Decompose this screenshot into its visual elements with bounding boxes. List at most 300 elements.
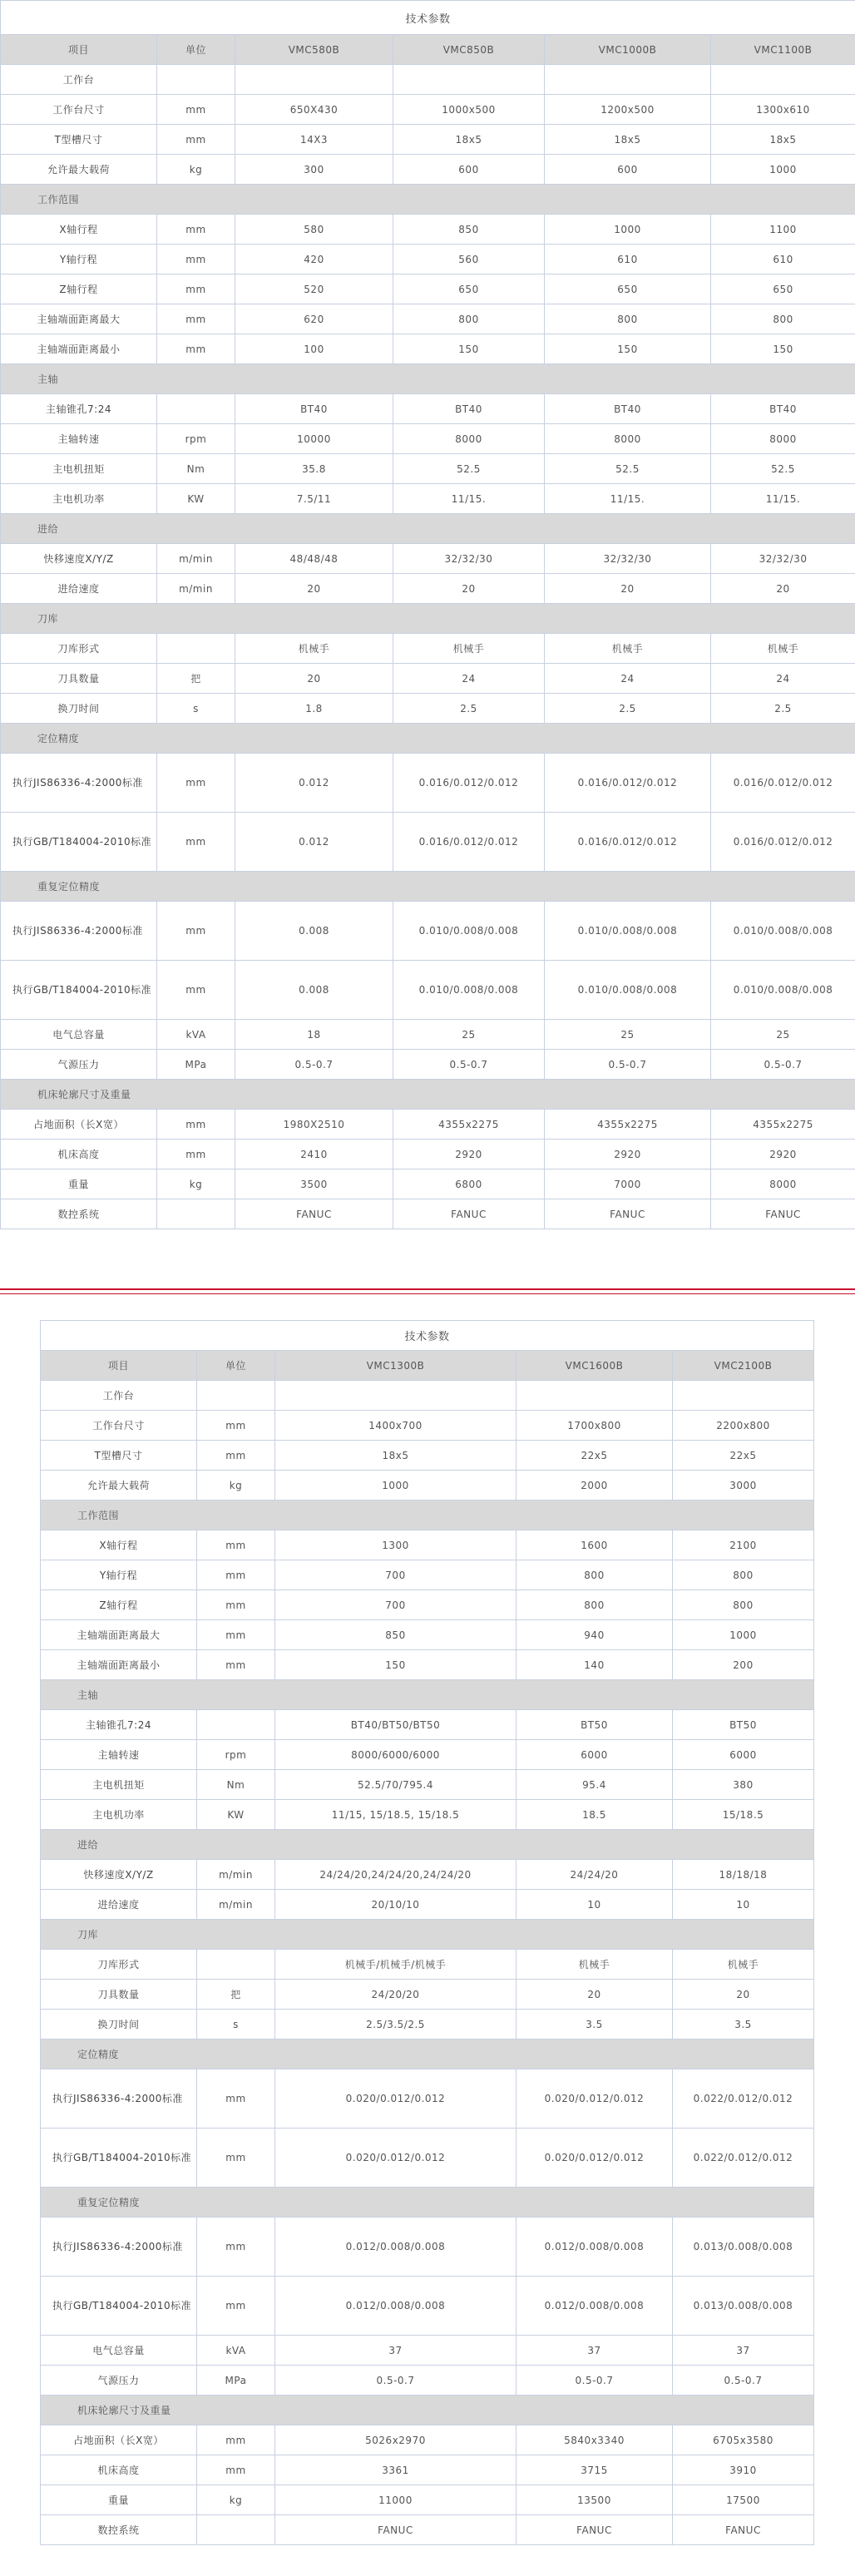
value-cell: 1300 <box>275 1530 516 1560</box>
value-cell: 800 <box>516 1590 673 1620</box>
value-cell: 800 <box>673 1590 814 1620</box>
value-cell <box>673 1381 814 1411</box>
value-cell: 2410 <box>235 1140 393 1169</box>
section-title: 机床轮廓尺寸及重量 <box>1 1080 855 1110</box>
unit-cell: rpm <box>157 424 235 454</box>
value-cell: 300 <box>235 155 393 185</box>
section-title: 重复定位精度 <box>1 872 855 902</box>
value-cell: 0.010/0.008/0.008 <box>393 961 545 1020</box>
value-cell: 610 <box>711 245 855 274</box>
table-row <box>41 2218 814 2277</box>
unit-cell: mm <box>197 1441 275 1471</box>
value-cell: 1200x500 <box>545 95 711 125</box>
table-row <box>41 1740 814 1770</box>
table-title-row <box>1 1 855 35</box>
unit-cell: 把 <box>197 1980 275 2010</box>
unit-cell: KW <box>157 484 235 514</box>
row-label: 执行JIS86336-4:2000标准 <box>1 754 157 813</box>
row-label: 快移速度X/Y/Z <box>41 1860 197 1890</box>
value-cell: 32/32/30 <box>711 544 855 574</box>
value-cell: 100 <box>235 334 393 364</box>
value-cell: 0.5-0.7 <box>711 1050 855 1080</box>
column-header: VMC2100B <box>673 1351 814 1381</box>
table-row <box>41 1441 814 1471</box>
row-label: 刀具数量 <box>1 664 157 694</box>
row-label: 主电机功率 <box>1 484 157 514</box>
row-label: 主轴端面距离最大 <box>1 304 157 334</box>
value-cell: 1000 <box>545 215 711 245</box>
row-label: 进给速度 <box>1 574 157 604</box>
unit-cell: mm <box>197 1650 275 1680</box>
value-cell: 机械手 <box>235 634 393 664</box>
section-row <box>1 364 855 394</box>
value-cell: 2100 <box>673 1530 814 1560</box>
unit-cell: Nm <box>157 454 235 484</box>
unit-cell: mm <box>157 1140 235 1169</box>
value-cell: 0.016/0.012/0.012 <box>545 754 711 813</box>
table-header-row <box>41 1351 814 1381</box>
value-cell: 520 <box>235 274 393 304</box>
unit-cell: s <box>197 2010 275 2040</box>
unit-cell: mm <box>157 125 235 155</box>
section-title: 进给 <box>41 1830 814 1860</box>
value-cell: 0.012/0.008/0.008 <box>516 2277 673 2336</box>
value-cell: 3500 <box>235 1169 393 1199</box>
value-cell: 10 <box>516 1890 673 1920</box>
unit-cell: m/min <box>157 544 235 574</box>
row-label: 刀库形式 <box>41 1950 197 1980</box>
table-row <box>41 1590 814 1620</box>
section-title: 重复定位精度 <box>41 2188 814 2218</box>
row-label: X轴行程 <box>1 215 157 245</box>
value-cell: 600 <box>393 155 545 185</box>
table-row <box>41 2425 814 2455</box>
row-label: 占地面积（长X宽） <box>41 2425 197 2455</box>
section-title: 刀库 <box>1 604 855 634</box>
value-cell: 3.5 <box>516 2010 673 2040</box>
value-cell: 52.5 <box>545 454 711 484</box>
section-row <box>1 724 855 754</box>
value-cell: FANUC <box>545 1199 711 1229</box>
value-cell: 6000 <box>673 1740 814 1770</box>
unit-cell: m/min <box>157 574 235 604</box>
value-cell: 32/32/30 <box>393 544 545 574</box>
row-label: 执行GB/T184004-2010标准 <box>1 813 157 872</box>
row-label: 换刀时间 <box>1 694 157 724</box>
table-row <box>41 1860 814 1890</box>
row-label: 主电机功率 <box>41 1800 197 1830</box>
row-label: 允许最大载荷 <box>1 155 157 185</box>
table-row <box>41 1890 814 1920</box>
section-title: 机床轮廓尺寸及重量 <box>41 2396 814 2425</box>
section-title: 定位精度 <box>41 2040 814 2069</box>
unit-cell <box>157 65 235 95</box>
row-label: 电气总容量 <box>41 2336 197 2366</box>
value-cell: FANUC <box>393 1199 545 1229</box>
unit-cell: KW <box>197 1800 275 1830</box>
value-cell: 0.022/0.012/0.012 <box>673 2129 814 2188</box>
table-row <box>1 634 855 664</box>
value-cell: 0.013/0.008/0.008 <box>673 2277 814 2336</box>
value-cell: 1100 <box>711 215 855 245</box>
table-title-row <box>41 1321 814 1351</box>
value-cell: 0.012/0.008/0.008 <box>516 2218 673 2277</box>
value-cell: 0.010/0.008/0.008 <box>393 902 545 961</box>
table-row <box>1 544 855 574</box>
section-title: 工作范围 <box>41 1501 814 1530</box>
section-title: 定位精度 <box>1 724 855 754</box>
value-cell: 20 <box>235 574 393 604</box>
value-cell <box>711 65 855 95</box>
section-row <box>41 2040 814 2069</box>
value-cell: 1400x700 <box>275 1411 516 1441</box>
value-cell: 22x5 <box>516 1441 673 1471</box>
value-cell: BT40 <box>235 394 393 424</box>
value-cell: 3715 <box>516 2455 673 2485</box>
table-row <box>1 424 855 454</box>
row-label: 工作台尺寸 <box>1 95 157 125</box>
unit-cell <box>197 1381 275 1411</box>
value-cell: 0.008 <box>235 902 393 961</box>
column-header: VMC850B <box>393 35 545 65</box>
table-row <box>1 1199 855 1229</box>
row-label: Y轴行程 <box>41 1560 197 1590</box>
value-cell: 37 <box>516 2336 673 2366</box>
row-label: Y轴行程 <box>1 245 157 274</box>
table-row <box>41 1800 814 1830</box>
value-cell: 机械手 <box>711 634 855 664</box>
table-row <box>1 754 855 813</box>
value-cell: 1000 <box>673 1620 814 1650</box>
value-cell: 8000/6000/6000 <box>275 1740 516 1770</box>
row-label: Z轴行程 <box>41 1590 197 1620</box>
row-label: 机床高度 <box>41 2455 197 2485</box>
unit-cell <box>197 1710 275 1740</box>
value-cell <box>545 65 711 95</box>
value-cell: 4355x2275 <box>545 1110 711 1140</box>
value-cell: 48/48/48 <box>235 544 393 574</box>
unit-cell: mm <box>197 2455 275 2485</box>
value-cell: 17500 <box>673 2485 814 2515</box>
unit-cell: s <box>157 694 235 724</box>
column-header: VMC1100B <box>711 35 855 65</box>
row-label: 执行JIS86336-4:2000标准 <box>41 2218 197 2277</box>
value-cell: BT40/BT50/BT50 <box>275 1710 516 1740</box>
value-cell: 11/15. <box>393 484 545 514</box>
value-cell: 0.012 <box>235 813 393 872</box>
table-row <box>1 574 855 604</box>
row-label: 数控系统 <box>41 2515 197 2545</box>
unit-cell: mm <box>157 304 235 334</box>
value-cell: 2920 <box>711 1140 855 1169</box>
table-row <box>41 2129 814 2188</box>
column-header: 项目 <box>1 35 157 65</box>
value-cell: 650 <box>711 274 855 304</box>
table-row <box>1 394 855 424</box>
row-label: Z轴行程 <box>1 274 157 304</box>
value-cell: 0.010/0.008/0.008 <box>711 961 855 1020</box>
value-cell: 0.010/0.008/0.008 <box>545 902 711 961</box>
unit-cell: mm <box>157 813 235 872</box>
table-row <box>1 245 855 274</box>
value-cell: 2920 <box>393 1140 545 1169</box>
value-cell: 620 <box>235 304 393 334</box>
row-label: 主轴锥孔7:24 <box>1 394 157 424</box>
unit-cell: mm <box>197 2425 275 2455</box>
unit-cell: mm <box>157 245 235 274</box>
section-row <box>1 185 855 215</box>
value-cell: 7000 <box>545 1169 711 1199</box>
value-cell: 32/32/30 <box>545 544 711 574</box>
value-cell: 3.5 <box>673 2010 814 2040</box>
unit-cell: 把 <box>157 664 235 694</box>
value-cell: 2920 <box>545 1140 711 1169</box>
row-label: 刀具数量 <box>41 1980 197 2010</box>
table-row <box>41 2455 814 2485</box>
value-cell: 35.8 <box>235 454 393 484</box>
section-row <box>1 604 855 634</box>
value-cell: 0.020/0.012/0.012 <box>516 2129 673 2188</box>
table-header-row <box>1 35 855 65</box>
value-cell: 20 <box>545 574 711 604</box>
section-title: 工作范围 <box>1 185 855 215</box>
table-row <box>1 961 855 1020</box>
row-label: 重量 <box>1 1169 157 1199</box>
value-cell: 0.010/0.008/0.008 <box>545 961 711 1020</box>
unit-cell: mm <box>157 754 235 813</box>
value-cell: 2.5 <box>393 694 545 724</box>
table-row <box>41 2069 814 2129</box>
value-cell: 0.016/0.012/0.012 <box>711 754 855 813</box>
table-row <box>41 1980 814 2010</box>
value-cell: 18 <box>235 1020 393 1050</box>
row-label: 主电机扭矩 <box>1 454 157 484</box>
row-label: 换刀时间 <box>41 2010 197 2040</box>
value-cell: 800 <box>711 304 855 334</box>
table-row <box>1 155 855 185</box>
value-cell: 0.5-0.7 <box>545 1050 711 1080</box>
unit-cell: mm <box>197 2277 275 2336</box>
value-cell: 52.5/70/795.4 <box>275 1770 516 1800</box>
value-cell: 0.016/0.012/0.012 <box>711 813 855 872</box>
unit-cell: mm <box>157 1110 235 1140</box>
row-label: 主轴锥孔7:24 <box>41 1710 197 1740</box>
value-cell: BT50 <box>516 1710 673 1740</box>
value-cell: 650X430 <box>235 95 393 125</box>
value-cell: 20 <box>235 664 393 694</box>
value-cell: 0.012/0.008/0.008 <box>275 2218 516 2277</box>
value-cell: 5026x2970 <box>275 2425 516 2455</box>
table-row <box>41 1530 814 1560</box>
row-label: 主轴转速 <box>41 1740 197 1770</box>
value-cell: 机械手 <box>393 634 545 664</box>
table-row <box>1 274 855 304</box>
table-row <box>1 1050 855 1080</box>
value-cell: 2.5/3.5/2.5 <box>275 2010 516 2040</box>
row-label: 主轴端面距离最大 <box>41 1620 197 1650</box>
value-cell: 10 <box>673 1890 814 1920</box>
value-cell: 0.010/0.008/0.008 <box>711 902 855 961</box>
value-cell: 650 <box>393 274 545 304</box>
column-header: 单位 <box>157 35 235 65</box>
unit-cell: kVA <box>197 2336 275 2366</box>
row-label: 工作台 <box>41 1381 197 1411</box>
unit-cell: kg <box>197 1471 275 1501</box>
column-header: VMC1600B <box>516 1351 673 1381</box>
value-cell: 580 <box>235 215 393 245</box>
row-label: X轴行程 <box>41 1530 197 1560</box>
row-label: 占地面积（长X宽） <box>1 1110 157 1140</box>
value-cell: 150 <box>275 1650 516 1680</box>
table-row <box>1 664 855 694</box>
unit-cell: mm <box>197 1530 275 1560</box>
value-cell: 24/24/20,24/24/20,24/24/20 <box>275 1860 516 1890</box>
value-cell: 8000 <box>711 424 855 454</box>
unit-cell: rpm <box>197 1740 275 1770</box>
value-cell: 2.5 <box>545 694 711 724</box>
value-cell: 1000 <box>275 1471 516 1501</box>
value-cell: 420 <box>235 245 393 274</box>
row-label: 执行JIS86336-4:2000标准 <box>1 902 157 961</box>
table-row <box>41 1411 814 1441</box>
column-header: VMC1300B <box>275 1351 516 1381</box>
unit-cell <box>157 634 235 664</box>
row-label: 工作台尺寸 <box>41 1411 197 1441</box>
table-row <box>41 1471 814 1501</box>
row-label: 机床高度 <box>1 1140 157 1169</box>
value-cell: 1000 <box>711 155 855 185</box>
section-title: 主轴 <box>1 364 855 394</box>
value-cell: 20/10/10 <box>275 1890 516 1920</box>
row-label: 刀库形式 <box>1 634 157 664</box>
value-cell <box>393 65 545 95</box>
value-cell: 20 <box>711 574 855 604</box>
value-cell: 850 <box>275 1620 516 1650</box>
value-cell: BT50 <box>673 1710 814 1740</box>
row-label: 快移速度X/Y/Z <box>1 544 157 574</box>
table-row <box>1 694 855 724</box>
row-label: 电气总容量 <box>1 1020 157 1050</box>
unit-cell: mm <box>157 334 235 364</box>
table-row <box>41 2336 814 2366</box>
table-row <box>41 2277 814 2336</box>
unit-cell: mm <box>157 961 235 1020</box>
table-row <box>1 902 855 961</box>
value-cell: 0.5-0.7 <box>275 2366 516 2396</box>
value-cell: BT40 <box>393 394 545 424</box>
table-row <box>1 95 855 125</box>
column-header: VMC580B <box>235 35 393 65</box>
value-cell: 2200x800 <box>673 1411 814 1441</box>
value-cell: BT40 <box>545 394 711 424</box>
value-cell: 4355x2275 <box>393 1110 545 1140</box>
table-row <box>41 2010 814 2040</box>
unit-cell: MPa <box>157 1050 235 1080</box>
row-label: 执行JIS86336-4:2000标准 <box>41 2069 197 2129</box>
spec-table-2 <box>40 1320 814 2545</box>
value-cell: 800 <box>516 1560 673 1590</box>
value-cell: 24 <box>711 664 855 694</box>
value-cell: 20 <box>673 1980 814 2010</box>
value-cell: 0.013/0.008/0.008 <box>673 2218 814 2277</box>
value-cell: 0.020/0.012/0.012 <box>516 2069 673 2129</box>
value-cell: 18.5 <box>516 1800 673 1830</box>
table-row <box>1 813 855 872</box>
unit-cell: m/min <box>197 1890 275 1920</box>
value-cell: 2.5 <box>711 694 855 724</box>
table-row <box>41 2515 814 2545</box>
value-cell: 0.008 <box>235 961 393 1020</box>
unit-cell: mm <box>157 274 235 304</box>
value-cell: 95.4 <box>516 1770 673 1800</box>
value-cell: 24 <box>545 664 711 694</box>
row-label: 执行GB/T184004-2010标准 <box>41 2277 197 2336</box>
value-cell <box>235 65 393 95</box>
section-row <box>1 1080 855 1110</box>
value-cell: 0.020/0.012/0.012 <box>275 2069 516 2129</box>
value-cell: 18x5 <box>393 125 545 155</box>
value-cell: 22x5 <box>673 1441 814 1471</box>
value-cell: 机械手/机械手/机械手 <box>275 1950 516 1980</box>
value-cell: 140 <box>516 1650 673 1680</box>
value-cell: 52.5 <box>393 454 545 484</box>
value-cell: 1700x800 <box>516 1411 673 1441</box>
value-cell: 800 <box>545 304 711 334</box>
table-row <box>41 2485 814 2515</box>
value-cell: 15/18.5 <box>673 1800 814 1830</box>
value-cell: 700 <box>275 1590 516 1620</box>
value-cell: 1600 <box>516 1530 673 1560</box>
value-cell: 6705x3580 <box>673 2425 814 2455</box>
value-cell: 700 <box>275 1560 516 1590</box>
row-label: 执行GB/T184004-2010标准 <box>1 961 157 1020</box>
table-row <box>41 1770 814 1800</box>
value-cell: 610 <box>545 245 711 274</box>
value-cell: 25 <box>711 1020 855 1050</box>
value-cell: 1300x610 <box>711 95 855 125</box>
value-cell: 650 <box>545 274 711 304</box>
row-label: T型槽尺寸 <box>41 1441 197 1471</box>
table-row <box>41 1710 814 1740</box>
value-cell: 13500 <box>516 2485 673 2515</box>
unit-cell: kVA <box>157 1020 235 1050</box>
value-cell: 800 <box>393 304 545 334</box>
value-cell: 11/15. <box>545 484 711 514</box>
section-row <box>41 1680 814 1710</box>
value-cell: 1.8 <box>235 694 393 724</box>
value-cell: 380 <box>673 1770 814 1800</box>
table-row <box>1 125 855 155</box>
value-cell: 0.5-0.7 <box>235 1050 393 1080</box>
unit-cell: mm <box>157 95 235 125</box>
value-cell: 3910 <box>673 2455 814 2485</box>
section-row <box>41 2396 814 2425</box>
section-title: 主轴 <box>41 1680 814 1710</box>
row-label: 气源压力 <box>41 2366 197 2396</box>
value-cell: 8000 <box>393 424 545 454</box>
value-cell: 18x5 <box>275 1441 516 1471</box>
row-label: 允许最大载荷 <box>41 1471 197 1501</box>
unit-cell <box>157 1199 235 1229</box>
value-cell: 150 <box>545 334 711 364</box>
row-label: 执行GB/T184004-2010标准 <box>41 2129 197 2188</box>
table-title: 技术参数 <box>1 1 855 35</box>
value-cell: 0.5-0.7 <box>673 2366 814 2396</box>
value-cell: 25 <box>393 1020 545 1050</box>
value-cell: 940 <box>516 1620 673 1650</box>
value-cell: 6800 <box>393 1169 545 1199</box>
value-cell: 0.022/0.012/0.012 <box>673 2069 814 2129</box>
